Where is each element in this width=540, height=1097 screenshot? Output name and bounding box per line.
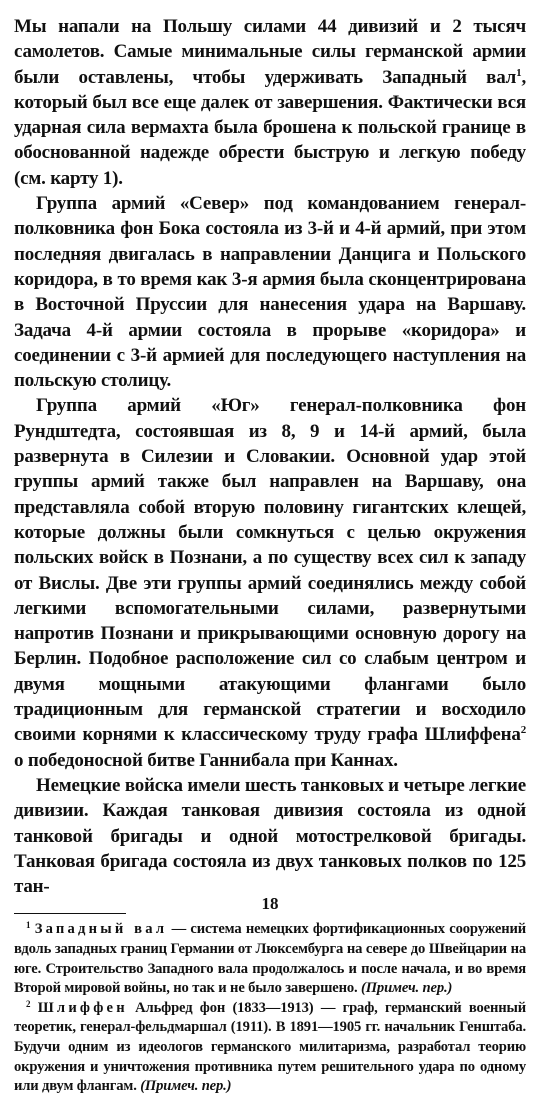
footnote-1-text: — система немецких фортификационных сооружений вдоль западных границ Германии от Люксембурга на севере до Швейцарии на юге. Строительство Западного вала продолжалось и после начала, и во время Второй мировой войны, но так и не было завершено. [14, 921, 526, 997]
paragraph-1 [14, 14, 526, 191]
paragraph-3 [14, 393, 526, 772]
footnote-1-mark: 1 [26, 920, 31, 931]
page-number: 18 [261, 894, 279, 913]
footnote-ref-1: 1 [516, 66, 522, 79]
footnote-2-mark: 2 [26, 998, 31, 1009]
footnote-2-term: Шлиффен [37, 999, 128, 1016]
footnote-1-note: (Примеч. пер.) [361, 980, 453, 997]
paragraph-4: Немецкие войска имели шесть танковых и четыре легкие дивизии. Каждая танковая дивизия состояла из одной танковой бригады и одной мотострелковой бригады. Танковая бригада состояла из двух танковых полков по 125 тан- [14, 774, 526, 898]
paragraph-1-text-b: , который был все еще далек от завершения. Фактически вся ударная сила вермахта была брошена к польской границе в обоснованной надежде обрести быструю и легкую победу (см. карту 1). [14, 66, 526, 189]
footnote-ref-2: 2 [520, 724, 526, 737]
footnote-2-note: (Примеч. пер.) [140, 1078, 232, 1095]
paragraph-2: Группа армий «Север» под командованием генерал-полковника фон Бока состояла из 3-й и 4-й армий, при этом последняя двигалась в направлении Данцига и Польского коридора, в то время как 3-я армия была сконцентрирована в Восточной Пруссии для нанесения удара на Варшаву. Задача 4-й армии состояла в прорыве «коридора» и соединении с 3-й армией для последующего наступления на польскую столицу. [14, 193, 526, 392]
footnote-2-text: Альфред фон (1833—1913) — граф, германский военный теоретик, генерал-фельдмаршал (1911). В 1891—1905 гг. начальник Генштаба. Будучи одним из идеологов германского милитаризма, разработал теорию окружения и уничтожения противника путем решительного удара по одному или двум флангам. [14, 999, 526, 1095]
paragraph-3-text-a: Группа армий «Юг» генерал-полковника фон Рундштедта, состоявшая из 8, 9 и 14-й армий, была развернута в Силезии и Словакии. Основной удар этой группы армий также был направлен на Варшаву, она представляла собой вторую половину гигантских клещей, которые должны были сомкнуться с целью окружения польских войск в Познани, а по существу всех сил к западу от Вислы. Две эти группы армий соединялись между собой легкими вспомогательными силами, развернутыми напротив Познани и прикрывающими основную дорогу на Берлин. Подобное расположение сил со слабым центром и двумя мощными атакующими флангами было традиционным для германской стратегии и восходило своими корнями к классическому труду графа Шлиффена [14, 395, 526, 746]
main-text [14, 14, 526, 899]
paragraph-3-text-b: о победоносной битве Ганнибала при Каннах. [14, 749, 398, 771]
footnote-2 [14, 999, 526, 1097]
footnote-1-term: Западный вал [34, 921, 168, 938]
footnote-1 [14, 920, 526, 998]
paragraph-1-text-a: Мы напали на Польшу силами 44 дивизий и 2 тысяч самолетов. Самые минимальные силы германской армии были оставлены, чтобы удерживать Западный вал [14, 16, 526, 88]
footnotes [14, 920, 526, 1096]
